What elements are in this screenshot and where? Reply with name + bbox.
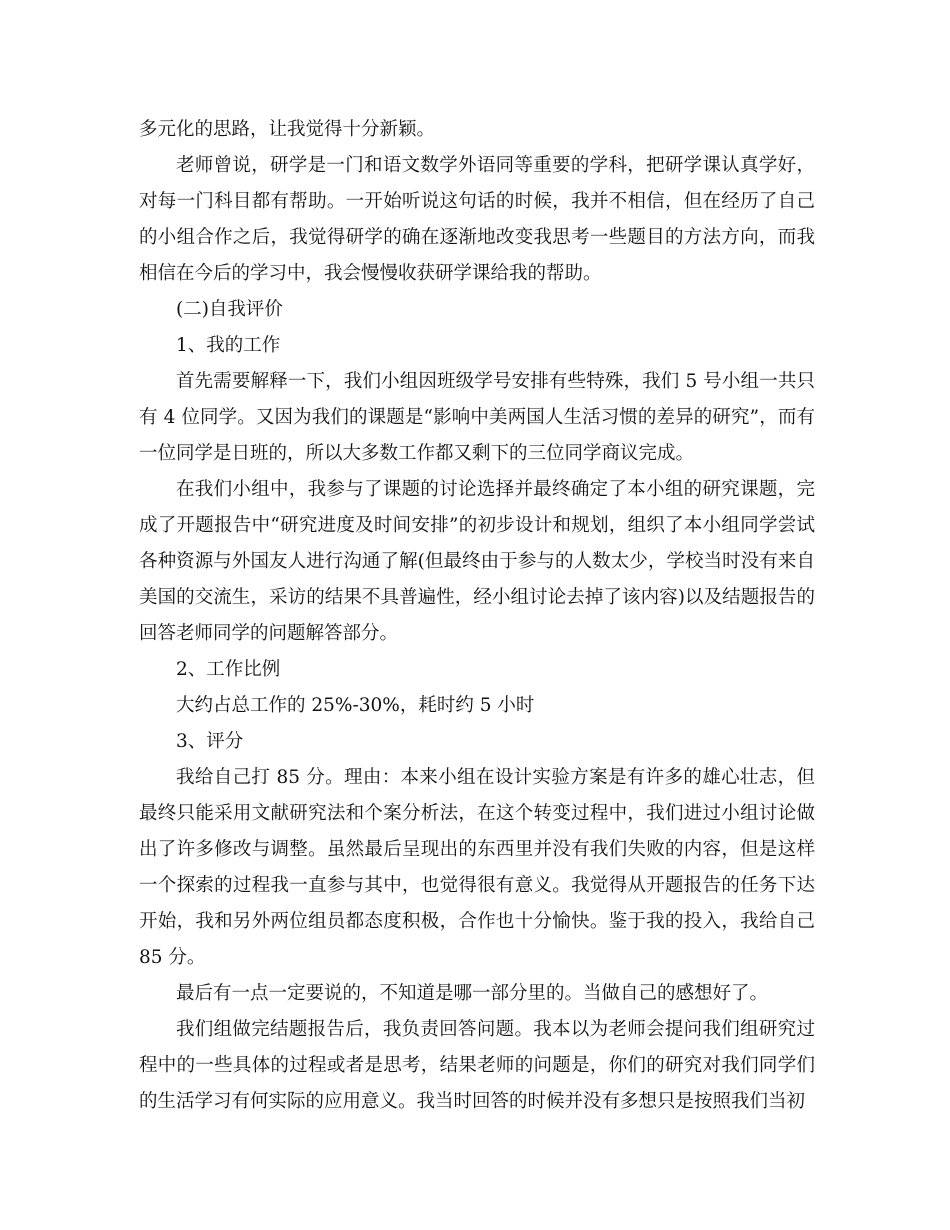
paragraph-score-reason: 我给自己打 85 分。理由：本来小组在设计实验方案是有许多的雄心壮志，但最终只能采用文献研究法和个案分析法，在这个转变过程中，我们进过小组讨论做出了许多修改与调整。虽然最后呈现出的东西里并没有我们失败的内容，但是这样一个探索的过程我一直参与其中，也觉得很有意义。我觉得从开题报告的任务下达开始，我和另外两位组员都态度积极，合作也十分愉快。鉴于我的投入，我给自己 85 分。 bbox=[139, 767, 815, 968]
paragraph-my-contribution: 在我们小组中，我参与了课题的讨论选择并最终确定了本小组的研究课题，完成了开题报告中“研究进度及时间安排”的初步设计和规划，组织了本小组同学尝试各种资源与外国友人进行沟通了解(但最终由于参与的人数太少，学校当时没有来自美国的交流生，采访的结果不具普遍性，经小组讨论去掉了该内容)以及结题报告的回答老师同学的问题解答部分。 bbox=[139, 479, 815, 644]
paragraph-final-reflection: 我们组做完结题报告后，我负责回答问题。我本以为老师会提问我们组研究过程中的一些具体的过程或者是思考，结果老师的问题是，你们的研究对我们同学们的生活学习有何实际的应用意义。我当时回答的时候并没有多想只是按照我们当初 bbox=[139, 1019, 815, 1112]
paragraph-group-explanation: 首先需要解释一下，我们小组因班级学号安排有些特殊，我们 5 号小组一共只有 4 位同学。又因为我们的课题是“影响中美两国人生活习惯的差异的研究”，而有一位同学是日班的，所以大多数工作都又剩下的三位同学商议完成。 bbox=[139, 371, 815, 464]
paragraph-work-ratio: 大约占总工作的 25%-30%，耗时约 5 小时 bbox=[176, 695, 535, 716]
paragraph-continuation: 多元化的思路，让我觉得十分新颖。 bbox=[139, 119, 436, 140]
subheading-score: 3、评分 bbox=[176, 731, 244, 752]
subheading-my-work: 1、我的工作 bbox=[176, 335, 281, 356]
subheading-work-ratio: 2、工作比例 bbox=[176, 659, 281, 680]
document-body bbox=[139, 112, 815, 1120]
paragraph-teacher-quote: 老师曾说，研学是一门和语文数学外语同等重要的学科，把研学课认真学好，对每一门科目都有帮助。一开始听说这句话的时候，我并不相信，但在经历了自己的小组合作之后，我觉得研学的确在逐渐地改变我思考一些题目的方法方向，而我相信在今后的学习中，我会慢慢收获研学课给我的帮助。 bbox=[139, 155, 815, 284]
section-heading-self-evaluation: (二)自我评价 bbox=[176, 299, 283, 320]
paragraph-final-note: 最后有一点一定要说的，不知道是哪一部分里的。当做自己的感想好了。 bbox=[176, 983, 769, 1004]
